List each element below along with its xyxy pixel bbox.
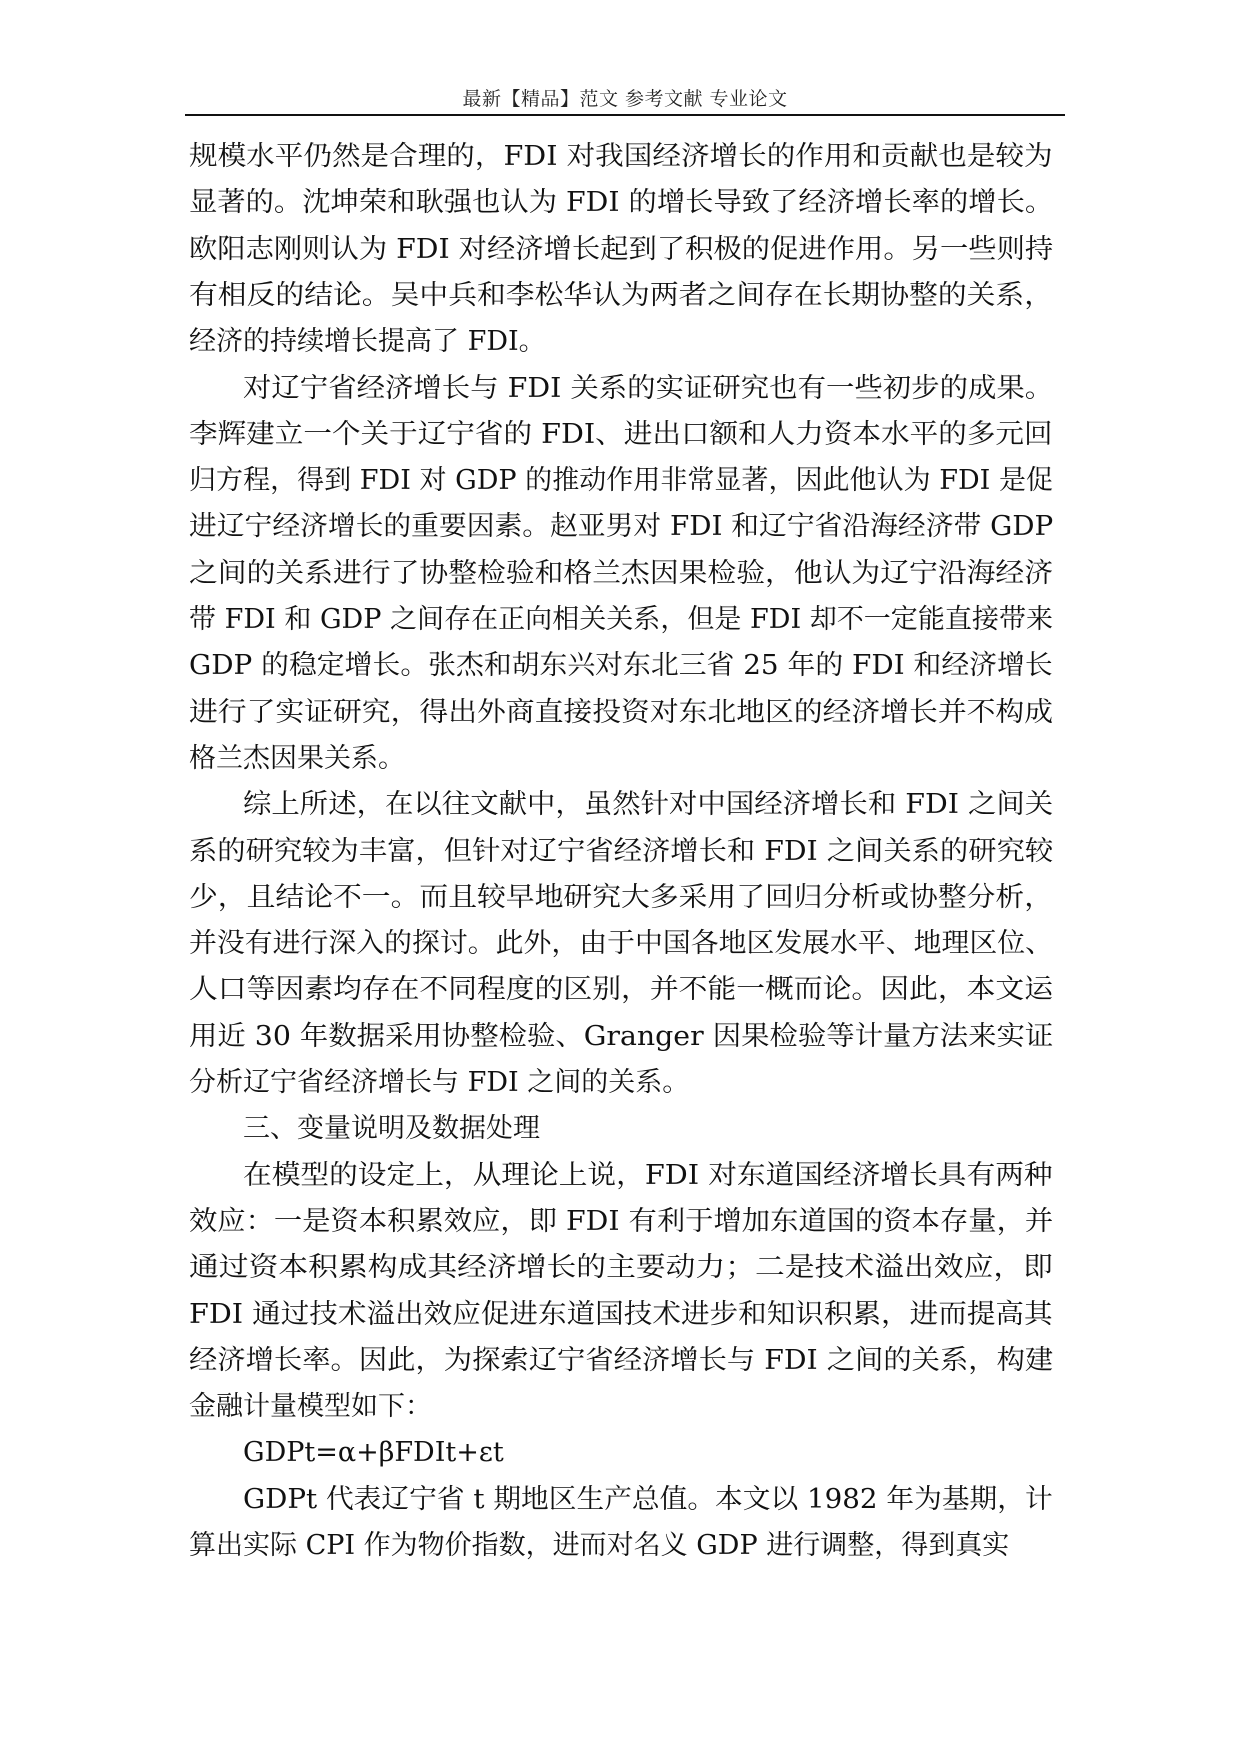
body-line: 三、变量说明及数据处理 xyxy=(243,1113,540,1145)
body-line: 李辉建立一个关于辽宁省的 FDI、进出口额和人力资本水平的多元回 xyxy=(189,418,1053,450)
page-header: 最新【精品】范文 参考文献 专业论文 xyxy=(462,88,788,110)
body-line: 规模水平仍然是合理的，FDI 对我国经济增长的作用和贡献也是较为 xyxy=(189,141,1053,172)
body-line: 经济的持续增长提高了 FDI。 xyxy=(189,326,546,358)
body-line: 综上所述，在以往文献中，虽然针对中国经济增长和 FDI 之间关 xyxy=(243,789,1054,821)
body-line: 对辽宁省经济增长与 FDI 关系的实证研究也有一些初步的成果。 xyxy=(243,372,1054,404)
body-line: 人口等因素均存在不同程度的区别，并不能一概而论。因此，本文运 xyxy=(189,974,1054,1006)
body-line: 分析辽宁省经济增长与 FDI 之间的关系。 xyxy=(189,1067,690,1098)
body-line: 在模型的设定上，从理论上说，FDI 对东道国经济增长具有两种 xyxy=(243,1159,1053,1191)
body-line: 算出实际 CPI 作为物价指数，进而对名义 GDP 进行调整，得到真实 xyxy=(189,1530,1010,1561)
body-line: 系的研究较为丰富，但针对辽宁省经济增长和 FDI 之间关系的研究较 xyxy=(189,835,1054,867)
body-line: GDPt 代表辽宁省 t 期地区生产总值。本文以 1982 年为基期，计 xyxy=(243,1483,1053,1515)
body-line: 格兰杰因果关系。 xyxy=(189,742,405,774)
body-line: GDP 的稳定增长。张杰和胡东兴对东北三省 25 年的 FDI 和经济增长 xyxy=(189,650,1053,682)
body-line: 进辽宁经济增长的重要因素。赵亚男对 FDI 和辽宁省沿海经济带 GDP xyxy=(189,511,1054,543)
body-line: 少，且结论不一。而且较早地研究大多采用了回归分析或协整分析， xyxy=(189,881,1054,913)
body-line: 显著的。沈坤荣和耿强也认为 FDI 的增长导致了经济增长率的增长。 xyxy=(189,187,1054,219)
body-line: 进行了实证研究，得出外商直接投资对东北地区的经济增长并不构成 xyxy=(189,696,1054,728)
body-line: 效应：一是资本积累效应，即 FDI 有利于增加东道国的资本存量，并 xyxy=(189,1205,1054,1237)
body-line: 带 FDI 和 GDP 之间存在正向相关关系，但是 FDI 却不一定能直接带来 xyxy=(189,604,1054,635)
body-line: 并没有进行深入的探讨。此外，由于中国各地区发展水平、地理区位、 xyxy=(189,928,1054,960)
body-line: 金融计量模型如下： xyxy=(189,1391,432,1423)
body-line: 有相反的结论。吴中兵和李松华认为两者之间存在长期协整的关系， xyxy=(189,279,1054,311)
body-line: 经济增长率。因此，为探索辽宁省经济增长与 FDI 之间的关系，构建 xyxy=(189,1344,1054,1376)
body-line: 之间的关系进行了协整检验和格兰杰因果检验，他认为辽宁沿海经济 xyxy=(189,557,1054,589)
body-line: 用近 30 年数据采用协整检验、Granger 因果检验等计量方法来实证 xyxy=(189,1020,1054,1052)
header-rule xyxy=(185,114,1065,116)
body-line: FDI 通过技术溢出效应促进东道国技术进步和知识积累，进而提高其 xyxy=(189,1298,1053,1330)
body-line: GDPt=α+βFDIt+εt xyxy=(243,1437,504,1469)
body-line: 欧阳志刚则认为 FDI 对经济增长起到了积极的促进作用。另一些则持 xyxy=(189,233,1054,265)
body-line: 归方程，得到 FDI 对 GDP 的推动作用非常显著，因此他认为 FDI 是促 xyxy=(189,465,1054,497)
body-line: 通过资本积累构成其经济增长的主要动力；二是技术溢出效应，即 xyxy=(189,1252,1053,1284)
